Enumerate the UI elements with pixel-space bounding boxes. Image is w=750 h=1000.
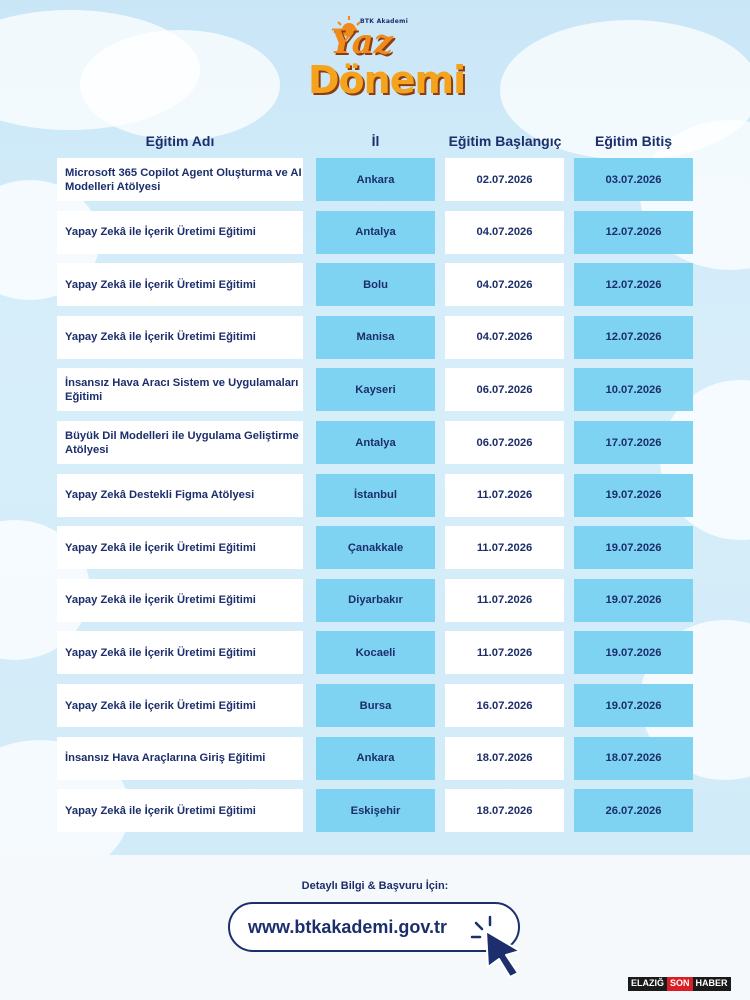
start-date-cell: 18.07.2026 — [445, 789, 564, 832]
training-name-cell: Büyük Dil Modelleri ile Uygulama Geliştirme Atölyesi — [57, 421, 303, 464]
training-name-cell: Yapay Zekâ ile İçerik Üretimi Eğitimi — [57, 526, 303, 569]
end-date-cell: 17.07.2026 — [574, 421, 693, 464]
city-cell: Antalya — [316, 211, 435, 254]
watermark-part2: SON — [667, 977, 693, 991]
training-name-cell: Yapay Zekâ Destekli Figma Atölyesi — [57, 474, 303, 517]
site-watermark — [628, 977, 731, 991]
start-date-cell: 04.07.2026 — [445, 263, 564, 306]
table-row — [0, 526, 750, 569]
end-date-cell: 19.07.2026 — [574, 631, 693, 674]
start-date-cell: 11.07.2026 — [445, 579, 564, 622]
table-row — [0, 158, 750, 201]
training-name-cell: Yapay Zekâ ile İçerik Üretimi Eğitimi — [57, 211, 303, 254]
training-name-cell: Microsoft 365 Copilot Agent Oluşturma ve AI Modelleri Atölyesi — [57, 158, 303, 201]
city-cell: Kocaeli — [316, 631, 435, 674]
table-row — [0, 737, 750, 780]
end-date-cell: 26.07.2026 — [574, 789, 693, 832]
end-date-cell: 19.07.2026 — [574, 579, 693, 622]
city-cell: Eskişehir — [316, 789, 435, 832]
table-row — [0, 631, 750, 674]
training-name-cell: İnsansız Hava Araçlarına Giriş Eğitimi — [57, 737, 303, 780]
city-cell: Çanakkale — [316, 526, 435, 569]
table-row — [0, 789, 750, 832]
end-date-cell: 10.07.2026 — [574, 368, 693, 411]
city-cell: Kayseri — [316, 368, 435, 411]
city-cell: İstanbul — [316, 474, 435, 517]
table-row — [0, 368, 750, 411]
header-end: Eğitim Bitiş — [594, 133, 672, 149]
start-date-cell: 16.07.2026 — [445, 684, 564, 727]
table-row — [0, 211, 750, 254]
training-name-cell: Yapay Zekâ ile İçerik Üretimi Eğitimi — [57, 263, 303, 306]
header-name: Eğitim Adı — [145, 133, 215, 149]
training-name-cell: Yapay Zekâ ile İçerik Üretimi Eğitimi — [57, 579, 303, 622]
header-start: Eğitim Başlangıç — [448, 133, 562, 149]
city-cell: Diyarbakır — [316, 579, 435, 622]
training-name-cell: Yapay Zekâ ile İçerik Üretimi Eğitimi — [57, 684, 303, 727]
training-name-cell: Yapay Zekâ ile İçerik Üretimi Eğitimi — [57, 789, 303, 832]
start-date-cell: 04.07.2026 — [445, 316, 564, 359]
table-row — [0, 579, 750, 622]
logo-title-line2: Dönemi — [308, 58, 466, 102]
logo-title-line1: Yaz — [330, 22, 393, 62]
table-row — [0, 474, 750, 517]
city-cell: Ankara — [316, 737, 435, 780]
end-date-cell: 12.07.2026 — [574, 263, 693, 306]
header-city: İl — [371, 133, 380, 149]
table-row — [0, 421, 750, 464]
city-cell: Bursa — [316, 684, 435, 727]
end-date-cell: 19.07.2026 — [574, 474, 693, 517]
start-date-cell: 11.07.2026 — [445, 631, 564, 674]
watermark-part3: HABER — [693, 977, 731, 991]
training-name-cell: Yapay Zekâ ile İçerik Üretimi Eğitimi — [57, 631, 303, 674]
end-date-cell: 19.07.2026 — [574, 684, 693, 727]
watermark-part1: ELAZIĞ — [628, 977, 667, 991]
start-date-cell: 18.07.2026 — [445, 737, 564, 780]
city-cell: Bolu — [316, 263, 435, 306]
end-date-cell: 03.07.2026 — [574, 158, 693, 201]
table-header — [0, 133, 750, 153]
table-row — [0, 263, 750, 306]
website-url[interactable]: www.btkakademi.gov.tr — [248, 916, 448, 937]
pointer-cursor-icon — [470, 915, 530, 981]
end-date-cell: 12.07.2026 — [574, 211, 693, 254]
end-date-cell: 12.07.2026 — [574, 316, 693, 359]
city-cell: Manisa — [316, 316, 435, 359]
yaz-donemi-logo — [290, 14, 470, 114]
cloud — [80, 30, 280, 140]
footer-info: Detaylı Bilgi & Başvuru İçin: — [301, 880, 449, 892]
training-name-cell: Yapay Zekâ ile İçerik Üretimi Eğitimi — [57, 316, 303, 359]
table-row — [0, 316, 750, 359]
start-date-cell: 06.07.2026 — [445, 421, 564, 464]
city-cell: Ankara — [316, 158, 435, 201]
training-name-cell: İnsansız Hava Aracı Sistem ve Uygulamaları Eğitimi — [57, 368, 303, 411]
city-cell: Antalya — [316, 421, 435, 464]
start-date-cell: 04.07.2026 — [445, 211, 564, 254]
logo-brand: BTK Akademi — [360, 18, 409, 25]
start-date-cell: 06.07.2026 — [445, 368, 564, 411]
table-row — [0, 684, 750, 727]
start-date-cell: 11.07.2026 — [445, 526, 564, 569]
end-date-cell: 18.07.2026 — [574, 737, 693, 780]
end-date-cell: 19.07.2026 — [574, 526, 693, 569]
start-date-cell: 02.07.2026 — [445, 158, 564, 201]
start-date-cell: 11.07.2026 — [445, 474, 564, 517]
